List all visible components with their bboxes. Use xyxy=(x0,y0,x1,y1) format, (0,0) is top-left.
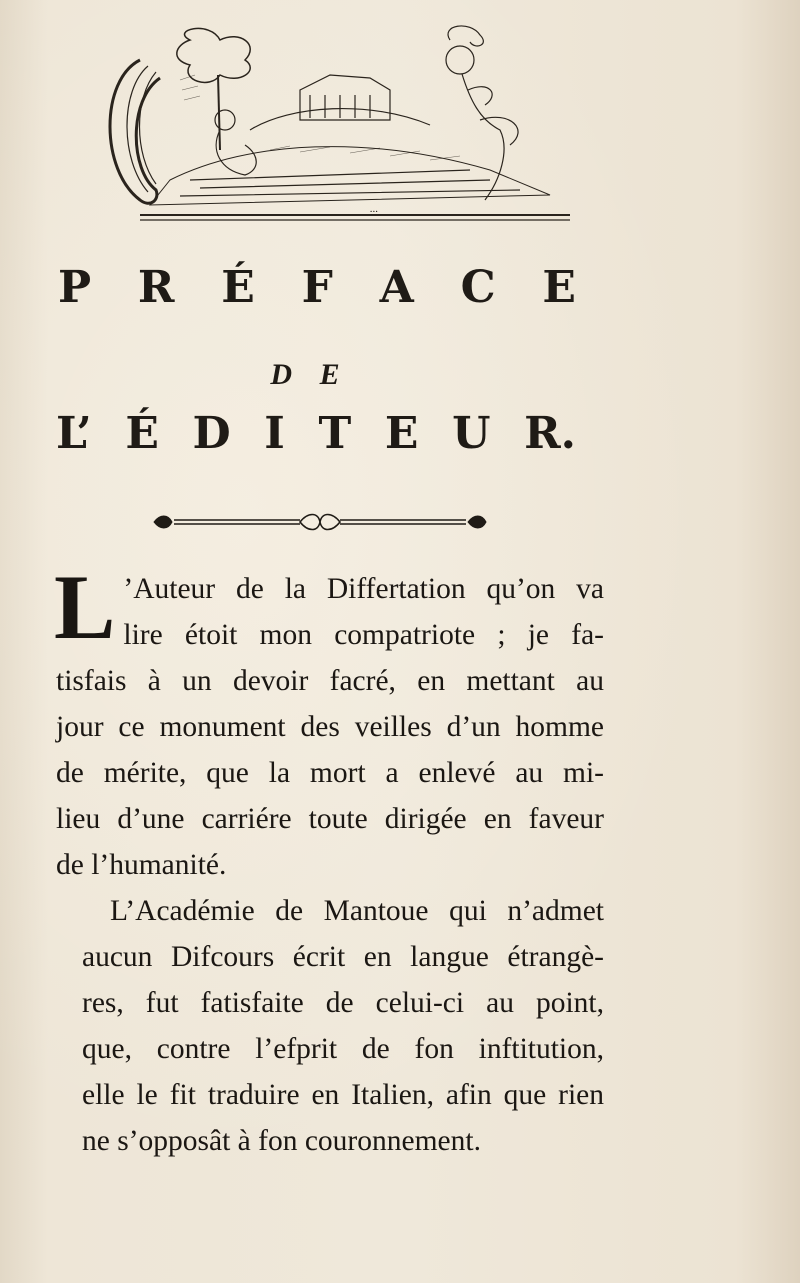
title-letter: F xyxy=(301,262,335,313)
drop-cap: L xyxy=(54,556,116,658)
text-line: L’Académie de Mantoue qui n’admet xyxy=(110,895,604,927)
paragraph-2 xyxy=(56,888,604,1164)
title-letter: E xyxy=(384,408,419,459)
text-line: elle le fit traduire en Italien, afin que rien xyxy=(82,1079,604,1111)
title-letter: E xyxy=(542,262,578,313)
text-line: que, contre l’efprit de fon inftitution, xyxy=(82,1033,604,1065)
text-line: ’Auteur de la Differtation qu’on va xyxy=(123,573,604,605)
text-line: aucun Difcours écrit en langue étrangè- xyxy=(82,941,604,973)
title-letter: U xyxy=(452,408,491,459)
text-line: lire étoit mon compatriote ; je fa- xyxy=(123,619,604,651)
paragraph-1 xyxy=(54,556,604,888)
title-letter: T xyxy=(318,408,352,459)
text-line: de mérite, que la mort a enlevé au mi- xyxy=(56,757,604,789)
title-letter: R xyxy=(137,262,177,313)
engraved-vignette-icon xyxy=(70,20,610,240)
title-letter: R. xyxy=(524,408,576,459)
title-connector: D E xyxy=(270,358,350,391)
svg-text:...: ... xyxy=(370,203,379,215)
text-line: de l’humanité. xyxy=(56,849,227,881)
preface-body xyxy=(54,556,604,1164)
title-letter: É xyxy=(125,408,159,459)
title-letter: A xyxy=(379,262,416,313)
title-letter: D xyxy=(192,408,231,459)
text-line: tisfais à un devoir facré, en mettant au xyxy=(56,665,604,697)
title-letter: I xyxy=(264,408,285,459)
text-line: jour ce monument des veilles d’un homme xyxy=(56,711,604,743)
text-line: res, fut fatisfaite de celui-ci au point, xyxy=(82,987,604,1019)
title-letter: C xyxy=(460,262,498,313)
text-line: lieu d’une carriére toute dirigée en faveur xyxy=(56,803,604,835)
title-editeur xyxy=(56,408,576,459)
title-preface xyxy=(58,262,578,313)
text-line: ne s’opposât à fon couronnement. xyxy=(82,1125,481,1157)
title-letter: É xyxy=(221,262,257,313)
title-letter: P xyxy=(58,262,94,313)
title-letter: L’ xyxy=(56,408,92,459)
ornament-icon xyxy=(150,508,490,536)
